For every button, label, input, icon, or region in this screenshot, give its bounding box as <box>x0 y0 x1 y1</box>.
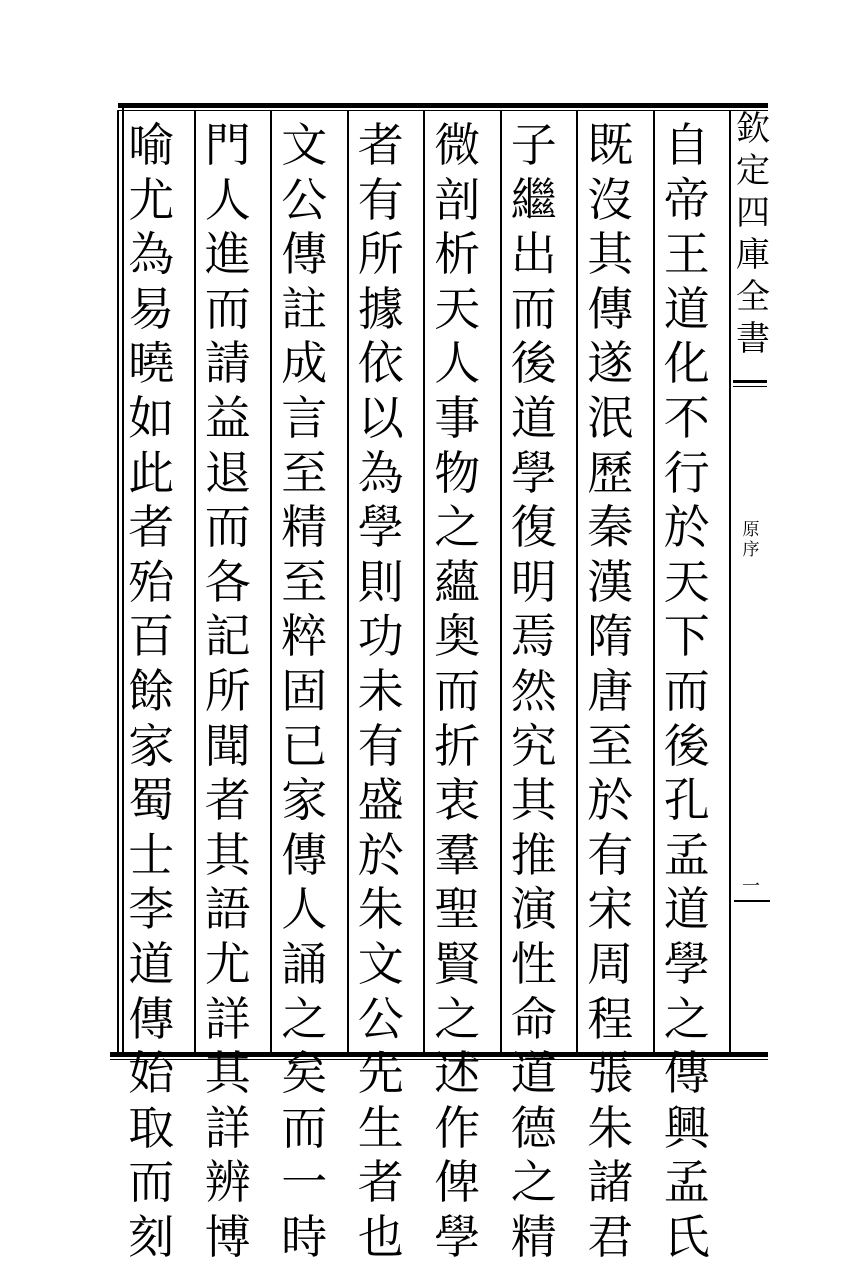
glyph: 言 <box>281 390 328 445</box>
glyph: 作 <box>434 1100 481 1155</box>
glyph: 曉 <box>128 336 175 391</box>
glyph: 而 <box>204 281 251 336</box>
glyph: 析 <box>434 227 481 282</box>
section-label-text <box>743 520 760 560</box>
glyph: 天 <box>434 281 481 336</box>
glyph: 以 <box>357 390 404 445</box>
glyph: 者 <box>128 500 175 555</box>
glyph: 矣 <box>281 1046 328 1101</box>
glyph: 宋 <box>587 882 634 937</box>
glyph: 朱 <box>587 1100 634 1155</box>
glyph: 有 <box>357 718 404 773</box>
glyph: 辨 <box>204 1155 251 1210</box>
glyph: 四 <box>736 193 770 233</box>
glyph: 殆 <box>128 554 175 609</box>
glyph: 也 <box>357 1209 404 1264</box>
glyph: 道 <box>663 281 710 336</box>
glyph: 子 <box>510 118 557 172</box>
glyph: 則 <box>357 554 404 609</box>
glyph: 此 <box>128 445 175 500</box>
glyph: 進 <box>204 227 251 282</box>
glyph: 精 <box>510 1209 557 1264</box>
glyph: 秦 <box>587 500 634 555</box>
glyph: 焉 <box>510 609 557 664</box>
glyph: 道 <box>510 390 557 445</box>
glyph: 帝 <box>663 172 710 227</box>
glyph: 人 <box>281 882 328 937</box>
glyph: 而 <box>281 1100 328 1155</box>
glyph: 定 <box>736 151 770 191</box>
text-column <box>576 118 644 1264</box>
glyph: 明 <box>510 554 557 609</box>
glyph: 家 <box>281 773 328 828</box>
text-column <box>423 118 491 1264</box>
glyph: 有 <box>357 172 404 227</box>
glyph: 文 <box>357 936 404 991</box>
glyph: 公 <box>357 991 404 1046</box>
glyph: 道 <box>128 936 175 991</box>
glyph: 語 <box>204 882 251 937</box>
glyph: 一 <box>281 1155 328 1210</box>
glyph: 人 <box>204 172 251 227</box>
glyph: 至 <box>587 718 634 773</box>
glyph: 欽 <box>736 109 770 149</box>
glyph: 道 <box>663 882 710 937</box>
glyph: 而 <box>663 663 710 718</box>
glyph: 孟 <box>663 1155 710 1210</box>
glyph: 傳 <box>281 227 328 282</box>
glyph: 盛 <box>357 773 404 828</box>
text-column <box>117 118 185 1264</box>
glyph: 學 <box>663 936 710 991</box>
glyph: 士 <box>128 827 175 882</box>
glyph: 如 <box>128 390 175 445</box>
glyph: 周 <box>587 936 634 991</box>
glyph: 註 <box>281 281 328 336</box>
glyph: 學 <box>434 1209 481 1264</box>
glyph: 之 <box>434 991 481 1046</box>
glyph: 而 <box>510 281 557 336</box>
glyph: 公 <box>281 172 328 227</box>
glyph: 歷 <box>587 445 634 500</box>
glyph: 據 <box>357 281 404 336</box>
glyph: 已 <box>281 718 328 773</box>
glyph: 學 <box>510 445 557 500</box>
frame-top-border <box>118 103 768 108</box>
glyph: 折 <box>434 718 481 773</box>
glyph: 興 <box>663 1100 710 1155</box>
glyph: 生 <box>357 1100 404 1155</box>
glyph: 喻 <box>128 118 175 172</box>
glyph: 遂 <box>587 336 634 391</box>
glyph: 蘊 <box>434 554 481 609</box>
glyph: 唐 <box>587 663 634 718</box>
glyph: 沒 <box>587 172 634 227</box>
glyph: 剖 <box>434 172 481 227</box>
glyph: 衷 <box>434 773 481 828</box>
glyph: 全 <box>736 277 770 317</box>
text-column <box>270 118 338 1264</box>
glyph: 行 <box>663 445 710 500</box>
glyph: 尤 <box>204 936 251 991</box>
glyph: 孟 <box>663 827 710 882</box>
text-column <box>500 118 568 1264</box>
folio-line <box>734 900 770 902</box>
glyph: 羣 <box>434 827 481 882</box>
glyph: 然 <box>510 663 557 718</box>
glyph: 王 <box>663 227 710 282</box>
glyph: 繼 <box>510 172 557 227</box>
glyph: 其 <box>204 827 251 882</box>
glyph: 百 <box>128 609 175 664</box>
glyph: 其 <box>204 1046 251 1101</box>
glyph: 益 <box>204 390 251 445</box>
glyph: 孔 <box>663 773 710 828</box>
glyph: 之 <box>281 991 328 1046</box>
glyph: 文 <box>281 118 328 172</box>
glyph: 聞 <box>204 718 251 773</box>
glyph: 易 <box>128 281 175 336</box>
frame-top-inner-border <box>118 110 768 111</box>
glyph: 之 <box>434 500 481 555</box>
glyph: 固 <box>281 663 328 718</box>
glyph: 究 <box>510 718 557 773</box>
glyph: 為 <box>128 227 175 282</box>
glyph: 始 <box>128 1046 175 1101</box>
glyph: 者 <box>204 773 251 828</box>
glyph: 粹 <box>281 609 328 664</box>
glyph: 人 <box>434 336 481 391</box>
glyph: 推 <box>510 827 557 882</box>
glyph: 程 <box>587 991 634 1046</box>
glyph: 而 <box>204 500 251 555</box>
section-label <box>738 520 764 560</box>
glyph: 復 <box>510 500 557 555</box>
glyph: 道 <box>510 1046 557 1101</box>
text-column <box>347 118 415 1264</box>
glyph: 俾 <box>434 1155 481 1210</box>
glyph: 而 <box>434 663 481 718</box>
text-column <box>194 118 262 1264</box>
glyph: 詳 <box>204 991 251 1046</box>
glyph: 為 <box>357 445 404 500</box>
fish-tail-mark-line <box>733 386 767 387</box>
glyph: 依 <box>357 336 404 391</box>
margin-title-char <box>736 108 770 359</box>
glyph: 各 <box>204 554 251 609</box>
glyph: 泯 <box>587 390 634 445</box>
glyph: 成 <box>281 336 328 391</box>
glyph: 傳 <box>281 827 328 882</box>
glyph: 功 <box>357 609 404 664</box>
glyph: 漢 <box>587 554 634 609</box>
glyph: 微 <box>434 118 481 172</box>
glyph: 自 <box>663 118 710 172</box>
glyph: 其 <box>587 227 634 282</box>
glyph: 請 <box>204 336 251 391</box>
glyph: 奥 <box>434 609 481 664</box>
glyph: 於 <box>357 827 404 882</box>
glyph: 退 <box>204 445 251 500</box>
glyph: 至 <box>281 554 328 609</box>
page-number: 一 <box>742 876 760 897</box>
glyph: 尤 <box>128 172 175 227</box>
glyph: 時 <box>281 1209 328 1264</box>
glyph: 傳 <box>663 1046 710 1101</box>
glyph: 至 <box>281 445 328 500</box>
glyph: 取 <box>128 1100 175 1155</box>
glyph: 記 <box>204 609 251 664</box>
glyph: 門 <box>204 118 251 172</box>
glyph: 序 <box>742 540 760 560</box>
glyph: 既 <box>587 118 634 172</box>
glyph: 朱 <box>357 882 404 937</box>
glyph: 性 <box>510 936 557 991</box>
glyph: 家 <box>128 718 175 773</box>
glyph: 其 <box>510 773 557 828</box>
glyph: 李 <box>128 882 175 937</box>
glyph: 之 <box>663 991 710 1046</box>
glyph: 博 <box>204 1209 251 1264</box>
glyph: 聖 <box>434 882 481 937</box>
glyph: 未 <box>357 663 404 718</box>
glyph: 原 <box>742 520 760 540</box>
glyph: 賢 <box>434 936 481 991</box>
glyph: 刻 <box>128 1209 175 1264</box>
glyph: 詳 <box>204 1100 251 1155</box>
glyph: 傳 <box>587 281 634 336</box>
glyph: 精 <box>281 500 328 555</box>
glyph: 先 <box>357 1046 404 1101</box>
glyph: 傳 <box>128 991 175 1046</box>
column-rule <box>729 110 731 1054</box>
glyph: 隋 <box>587 609 634 664</box>
glyph: 所 <box>204 663 251 718</box>
glyph: 述 <box>434 1046 481 1101</box>
glyph: 者 <box>357 118 404 172</box>
glyph: 天 <box>663 554 710 609</box>
glyph: 下 <box>663 609 710 664</box>
glyph: 有 <box>587 827 634 882</box>
glyph: 而 <box>128 1155 175 1210</box>
glyph: 事 <box>434 390 481 445</box>
glyph: 者 <box>357 1155 404 1210</box>
glyph: 後 <box>663 718 710 773</box>
glyph: 命 <box>510 991 557 1046</box>
glyph: 張 <box>587 1046 634 1101</box>
glyph: 君 <box>587 1209 634 1264</box>
glyph: 蜀 <box>128 773 175 828</box>
glyph: 學 <box>357 500 404 555</box>
glyph: 演 <box>510 882 557 937</box>
fish-tail-mark <box>733 380 767 383</box>
glyph: 誦 <box>281 936 328 991</box>
glyph: 出 <box>510 227 557 282</box>
glyph: 所 <box>357 227 404 282</box>
glyph: 德 <box>510 1100 557 1155</box>
glyph: 之 <box>510 1155 557 1210</box>
glyph: 書 <box>736 319 770 359</box>
glyph: 氏 <box>663 1209 710 1264</box>
glyph: 於 <box>587 773 634 828</box>
glyph: 於 <box>663 500 710 555</box>
glyph: 庫 <box>736 235 770 275</box>
glyph: 化 <box>663 336 710 391</box>
text-column <box>653 118 721 1264</box>
glyph: 物 <box>434 445 481 500</box>
glyph: 後 <box>510 336 557 391</box>
glyph: 不 <box>663 390 710 445</box>
margin-title <box>734 108 772 359</box>
glyph: 餘 <box>128 663 175 718</box>
glyph: 諸 <box>587 1155 634 1210</box>
